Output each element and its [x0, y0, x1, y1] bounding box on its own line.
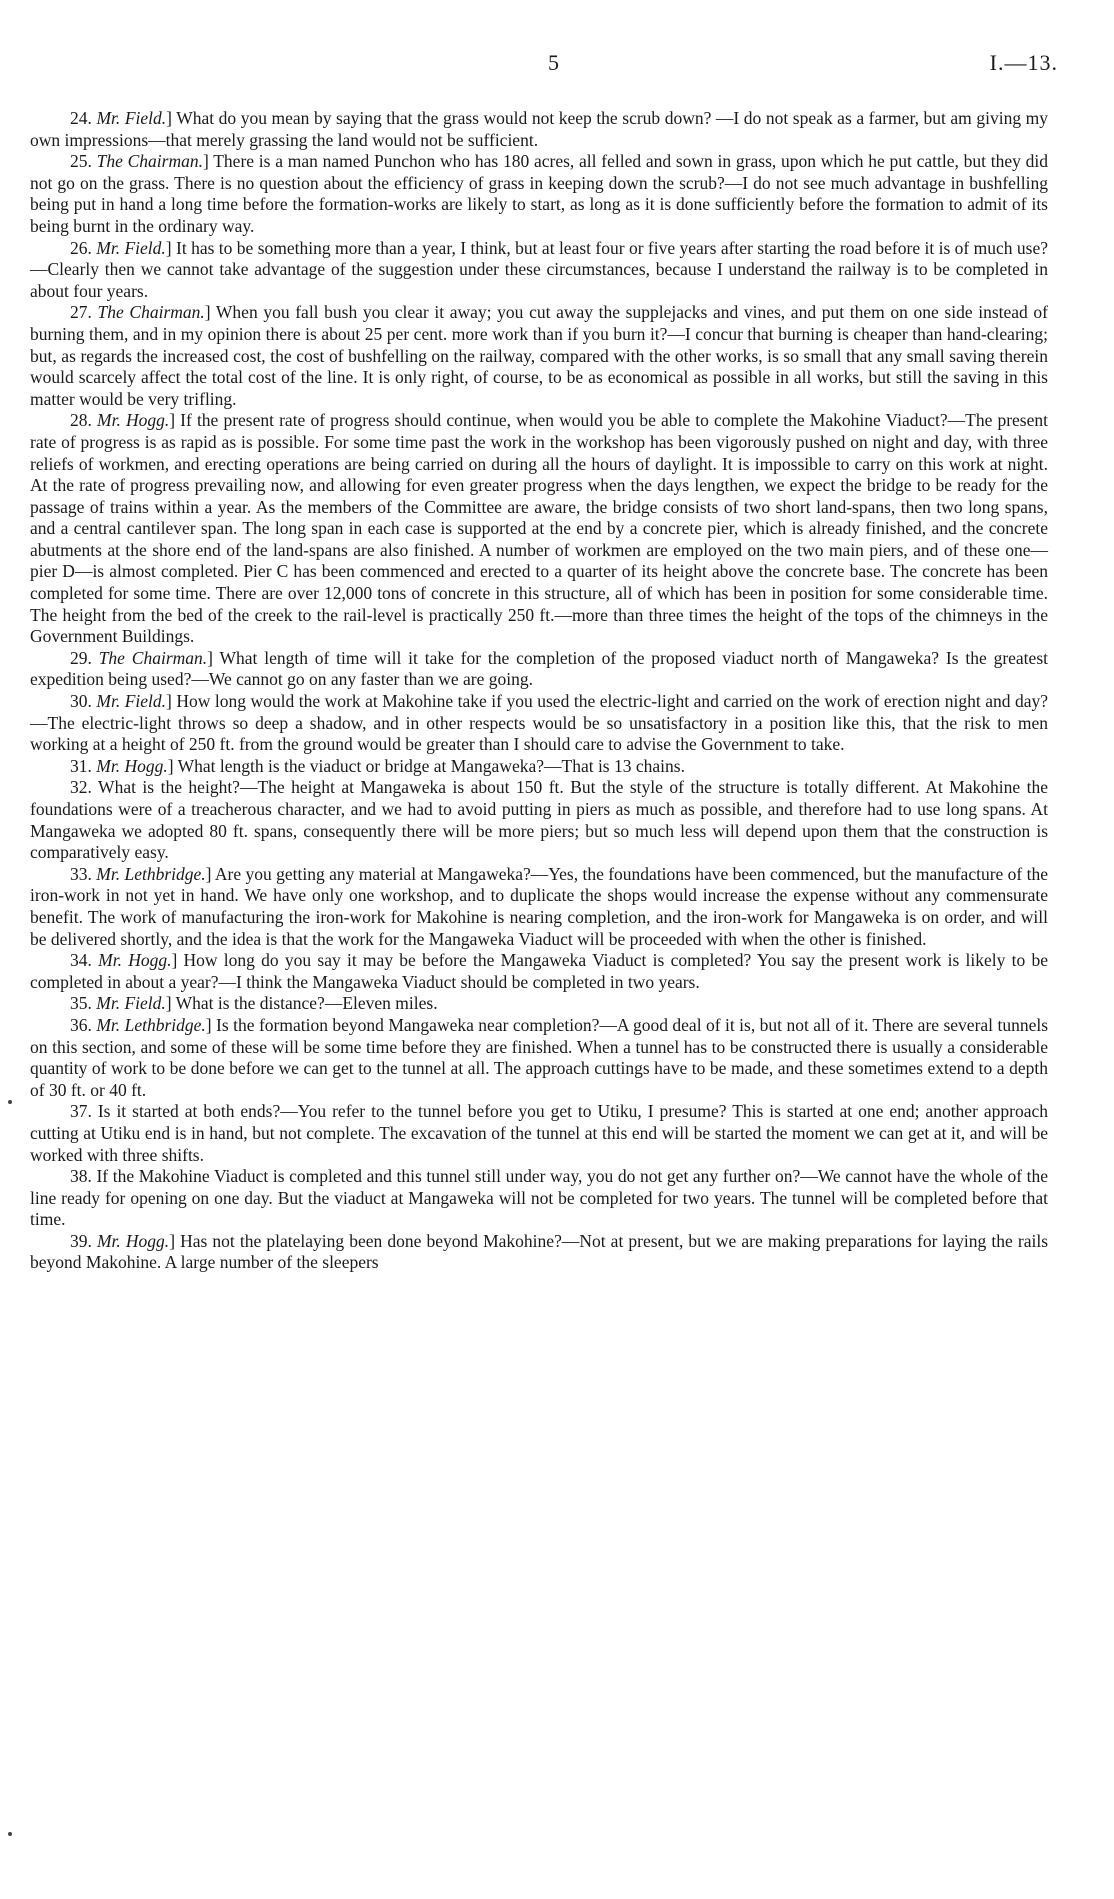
speaker-name: Mr. Lethbridge.	[96, 1014, 206, 1035]
question-number: 34.	[70, 950, 92, 971]
paragraph-text: ] Has not the platelaying been done beyond Makohine?—Not at present, but we are making preparations for laying the rails beyond Makohine. A large number of the sleepers	[30, 1230, 1049, 1273]
page-header	[0, 50, 1114, 90]
question-number: 30.	[70, 691, 92, 712]
question-number: 39.	[70, 1230, 92, 1251]
question-number: 35.	[70, 993, 92, 1014]
speaker-name: Mr. Field.	[96, 993, 166, 1014]
speaker-name: Mr. Lethbridge.	[96, 863, 206, 884]
question-number: 31.	[70, 755, 92, 776]
paragraph-text: If the Makohine Viaduct is completed and this tunnel still under way, you do not get any further on?—We cannot have the whole of the line ready for opening on one day. But the viaduct at Mangaweka will not be completed for two years. The tunnel will be completed before that time.	[30, 1166, 1049, 1230]
paragraph-36	[30, 1015, 1048, 1101]
paragraph-text: What is the height?—The height at Mangaweka is about 150 ft. But the style of the structure is totally different. At Makohine the foundations were of a treacherous character, and we had to avoid putting in piers as much as possible, and therefore had to use long spans. At Mangaweka we adopted 80 ft. spans, consequently there will be more piers; but so much less will depend upon them that the construction is comparatively easy.	[30, 777, 1048, 863]
paragraph-text: ] It has to be something more than a year, I think, but at least four or five years after starting the road before it is of much use?—Clearly then we cannot take advantage of the suggestion under these circumstances, because I understand the railway is to be completed in about four years.	[30, 237, 1048, 301]
speaker-name: Mr. Field.	[96, 691, 167, 712]
paragraph-32	[30, 777, 1048, 863]
minutes-of-evidence	[30, 108, 1048, 1274]
question-number: 37.	[70, 1101, 92, 1122]
speaker-name: The Chairman.	[97, 302, 205, 323]
paragraph-text: ] What is the distance?—Eleven miles.	[165, 993, 438, 1014]
paragraph-text: ] What length is the viaduct or bridge at Mangaweka?—That is 13 chains.	[167, 755, 685, 776]
paragraph-text: ] There is a man named Punchon who has 180 acres, all felled and sown in grass, upon which he put cattle, but they did not go on the grass. There is no question about the efficiency of grass in keeping down the scrub?—I do not see much advantage in bushfelling being put in hand a long time before the formation-works are likely to start, as long as it is done sufficiently before the formation to admit of its being burnt in the ordinary way.	[30, 151, 1048, 236]
paragraph-text: ] Are you getting any material at Mangaweka?—Yes, the foundations have been commenced, but the manufacture of the iron-work in not yet in hand. We have only one workshop, and to duplicate the shops would increase the expense without any commensurate benefit. The work of manufacturing the iron-work for Makohine is nearing completion, and the iron-work for Mangaweka is on order, and will be delivered shortly, and the idea is that the work for the Mangaweka Viaduct will be proceeded with when the other is finished.	[30, 863, 1049, 949]
paragraph-25	[30, 151, 1048, 237]
speaker-name: Mr. Hogg.	[97, 410, 170, 431]
margin-speck	[8, 1832, 12, 1836]
paragraph-37	[30, 1101, 1048, 1166]
speaker-name: Mr. Field.	[96, 237, 166, 258]
page-number: 5	[548, 50, 560, 75]
speaker-name: Mr. Hogg.	[96, 755, 168, 776]
question-number: 24.	[70, 108, 92, 128]
question-number: 38.	[70, 1166, 92, 1187]
speaker-name: Mr. Field.	[96, 108, 167, 128]
question-number: 28.	[70, 410, 92, 431]
paragraph-35	[30, 993, 1048, 1015]
paragraph-text: ] What length of time will it take for the completion of the proposed viaduct north of Mangaweka? Is the greatest expedition being used?—We cannot go on any faster than we are going.	[30, 647, 1048, 690]
paragraph-text: ] What do you mean by saying that the grass would not keep the scrub down? —I do not speak as a farmer, but am giving my own impressions—that merely grassing the land would not be sufficient.	[30, 108, 1048, 150]
paragraph-text: ] Is the formation beyond Mangaweka near completion?—A good deal of it is, but not all of it. There are several tunnels on this section, and some of these will be some time before they are finished. When a tunnel has to be constructed there is usually a considerable quantity of work to be done before we can get to the tunnel at all. The approach cuttings have to be made, and these sometimes extend to a depth of 30 ft. or 40 ft.	[30, 1014, 1049, 1100]
margin-speck	[8, 1100, 12, 1104]
paragraph-28	[30, 410, 1048, 648]
paragraph-text: ] If the present rate of progress should continue, when would you be able to complete the Makohine Viaduct?—The present rate of progress is as rapid as is possible. For some time past the work in the workshop has been vigorously pushed on night and day, with three reliefs of workmen, and erecting operations are being carried on during all the hours of daylight. It is impossible to carry on this work at night. At the rate of progress prevailing now, and allowing for even greater progress when the days lengthen, we expect the bridge to be ready for the passage of trains within a year. As the members of the Committee are aware, the bridge consists of two short land-spans, then two long spans, and a central cantilever span. The long span in each case is supported at the end by a concrete pier, which is already finished, and the concrete abutments at the shore end of the land-spans are also finished. A number of workmen are employed on the two main piers, and of these one—pier D—is almost completed. Pier C has been commenced and erected to a quarter of its height above the concrete base. The concrete has been completed for some time. There are over 12,000 tons of concrete in this structure, all of which has been in position for some considerable time. The height from the bed of the creek to the rail-level is practically 250 ft.—more than three times the height of the tops of the chimneys in the Government Buildings.	[30, 410, 1049, 647]
paragraph-38	[30, 1166, 1048, 1231]
paragraph-34	[30, 950, 1048, 993]
paragraph-29	[30, 648, 1048, 691]
speaker-name: The Chairman.	[98, 647, 208, 668]
question-number: 32.	[70, 777, 92, 798]
paragraph-39	[30, 1231, 1048, 1274]
question-number: 29.	[70, 647, 92, 668]
question-number: 27.	[70, 302, 92, 323]
document-reference: I.—13.	[989, 50, 1058, 75]
speaker-name: Mr. Hogg.	[96, 1230, 170, 1251]
speaker-name: Mr. Hogg.	[98, 950, 172, 971]
question-number: 36.	[70, 1014, 92, 1035]
paragraph-31	[30, 756, 1048, 778]
paragraph-26	[30, 238, 1048, 303]
speaker-name: The Chairman.	[96, 151, 203, 172]
paragraph-24	[30, 108, 1048, 151]
paragraph-text: ] When you fall bush you clear it away; you cut away the supplejacks and vines, and put them on one side instead of burning them, and in my opinion there is about 25 per cent. more work than if you burn it?—I concur that burning is cheaper than hand-clearing; but, as regards the increased cost, the cost of bushfelling on the railway, compared with the other works, is so small that any small saving therein would scarcely affect the total cost of the line. It is only right, of course, to be as economical as possible in all works, but still the saving in this matter would be very trifling.	[30, 302, 1049, 409]
question-number: 33.	[70, 863, 92, 884]
question-number: 25.	[70, 151, 92, 172]
paragraph-text: Is it started at both ends?—You refer to the tunnel before you get to Utiku, I presume? This is started at one end; another approach cutting at Utiku end is in hand, but not complete. The excavation of the tunnel at this end will be started the moment we can get at it, and will be worked with three shifts.	[30, 1101, 1048, 1165]
paragraph-27	[30, 302, 1048, 410]
paragraph-30	[30, 691, 1048, 756]
paragraph-text: ] How long would the work at Makohine take if you used the electric-light and carried on the work of erection night and day?—The electric-light throws so deep a shadow, and in other respects would be so unsatisfactory in a position like this, that the risk to men working at a height of 250 ft. from the ground would be greater than I should care to advise the Government to take.	[30, 691, 1048, 755]
paragraph-text: ] How long do you say it may be before the Mangaweka Viaduct is completed? You say the present work is likely to be completed in about a year?—I think the Mangaweka Viaduct should be completed in two years.	[30, 950, 1049, 992]
paragraph-33	[30, 864, 1048, 950]
question-number: 26.	[70, 237, 92, 258]
